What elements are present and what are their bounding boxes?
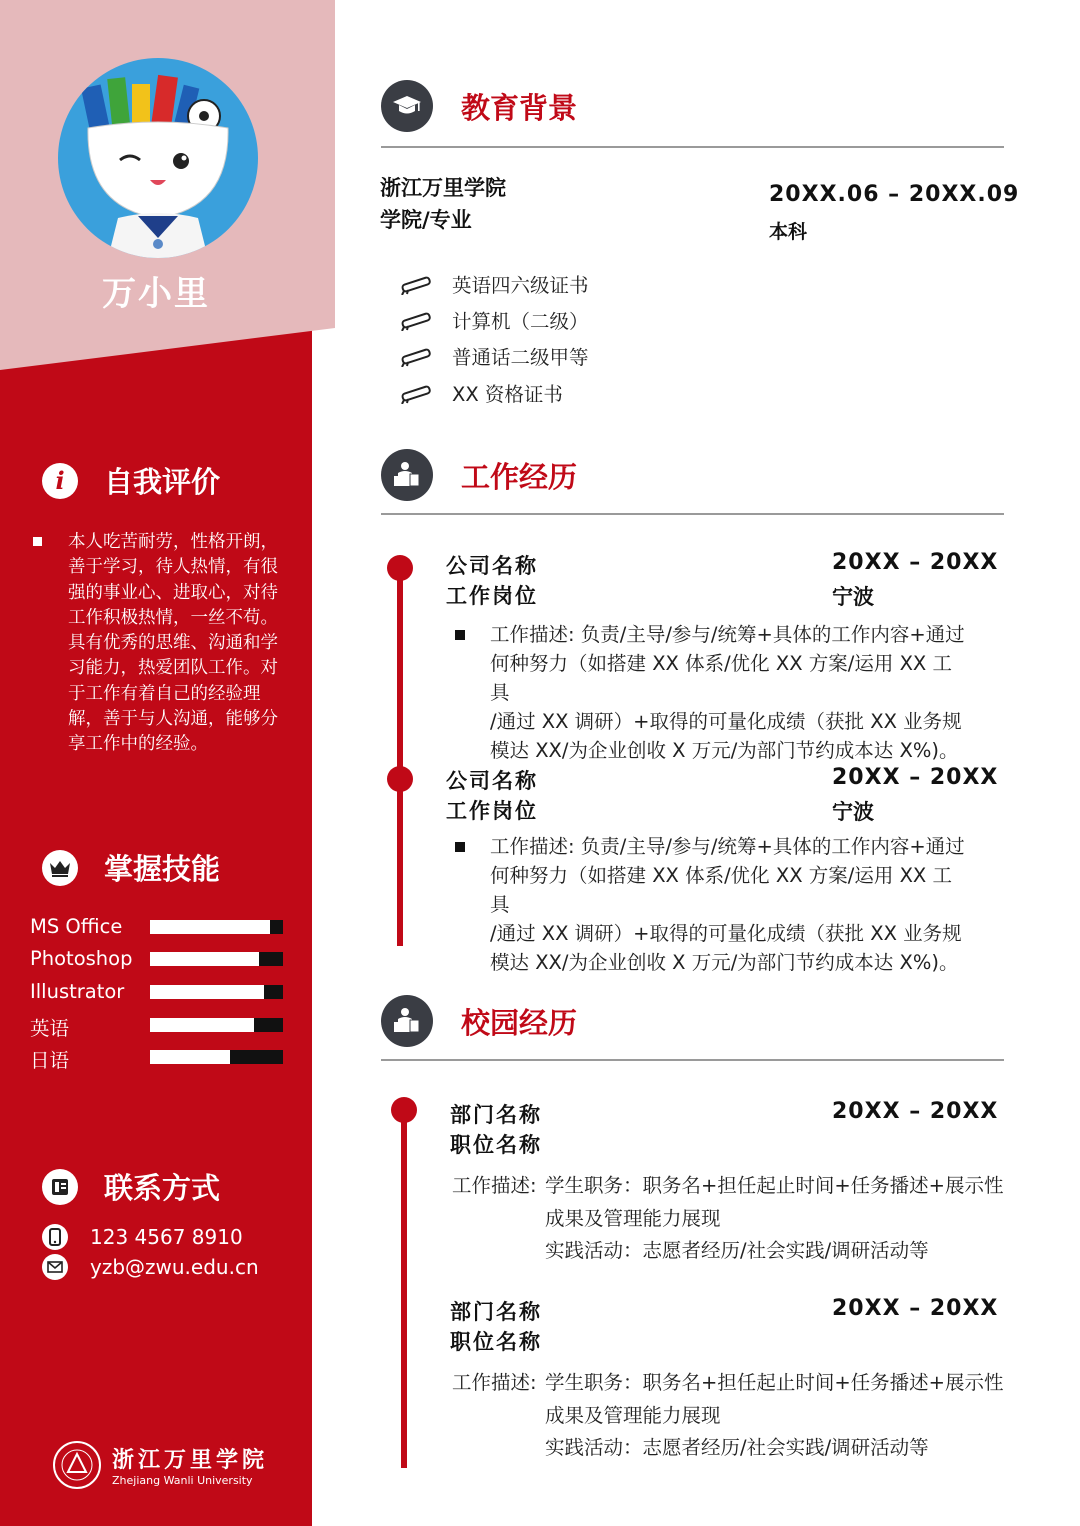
desc-line: 模达 XX/为企业创收 X 万元/为部门节约成本达 X%)。 (490, 739, 959, 762)
diploma-icon (400, 273, 434, 295)
work-city: 宁波 (832, 585, 874, 609)
desc-line: 模达 XX/为企业创收 X 万元/为部门节约成本达 X%)。 (490, 951, 959, 974)
cert-item (400, 306, 589, 334)
worker-icon (381, 449, 433, 501)
crown-icon (42, 850, 78, 886)
contact-phone[interactable]: 123 4567 8910 (90, 1225, 243, 1249)
campus-label: 工作描述: (452, 1371, 537, 1394)
contact-title: 联系方式 (104, 1171, 221, 1205)
campus-line: 成果及管理能力展现 (545, 1207, 721, 1230)
cert-label: 普通话二级甲等 (452, 346, 589, 369)
skill-bar (150, 920, 283, 934)
contact-card-icon (42, 1169, 78, 1205)
skill-label: Illustrator (30, 980, 125, 1003)
campus-line: 成果及管理能力展现 (545, 1404, 721, 1427)
divider (381, 146, 1004, 148)
desc-line: /通过 XX 调研）+取得的可量化成绩（获批 XX 业务规 (490, 922, 962, 945)
cert-label: 计算机（二级） (452, 310, 589, 333)
logo-cn: 浙江万里学院 (112, 1447, 269, 1473)
campus-line: 学生职务：职务名+担任起止时间+任务播述+展示性 (545, 1371, 1004, 1394)
cert-item (400, 342, 589, 370)
contact-heading (42, 1166, 220, 1207)
phone-icon (42, 1224, 68, 1250)
skill-bar-fill (150, 985, 264, 999)
dept-name: 部门名称 (450, 1300, 542, 1324)
skill-bar (150, 1050, 283, 1064)
dept-name: 部门名称 (450, 1103, 542, 1127)
desc-line: 何种努力（如搭建 XX 体系/优化 XX 方案/运用 XX 工具 (490, 864, 952, 916)
school-name: 浙江万里学院 (380, 176, 506, 200)
contact-phone-row (42, 1224, 243, 1250)
cert-label: 英语四六级证书 (452, 274, 589, 297)
work-title: 工作经历 (461, 459, 578, 494)
diploma-icon (400, 382, 434, 404)
profile-name: 万小里 (102, 274, 210, 314)
campus-heading (381, 995, 577, 1047)
contact-email[interactable]: yzb@zwu.edu.cn (90, 1255, 259, 1279)
timeline-line (397, 568, 403, 946)
campus-dates: 20XX – 20XX (832, 1099, 999, 1124)
skill-label: 日语 (30, 1049, 70, 1072)
self-eval-text: 本人吃苦耐劳，性格开朗，善于学习，待人热情，有很强的事业心、进取心，对待工作积极热情，一丝不苟。具有优秀的思维、沟通和学习能力，热爱团队工作。对于工作有着自己的经验理解，善于与人沟通，能够分享工作中的经验。 (68, 532, 278, 755)
work-dates: 20XX – 20XX (832, 765, 999, 790)
work-heading (381, 449, 577, 501)
campus-position: 职位名称 (450, 1330, 542, 1354)
work-description (490, 620, 970, 765)
campus-line: 实践活动：志愿者经历/社会实践/调研活动等 (545, 1436, 929, 1459)
school-major: 学院/专业 (380, 208, 472, 232)
self-eval-heading (42, 460, 220, 501)
logo-en: Zhejiang Wanli University (112, 1474, 253, 1487)
self-eval-title: 自我评价 (104, 465, 221, 499)
job-position: 工作岗位 (446, 584, 538, 608)
cert-item (400, 379, 563, 407)
diploma-icon (400, 345, 434, 367)
skill-label: 英语 (30, 1017, 70, 1040)
timeline-dot (387, 555, 413, 581)
skill-bar-fill (150, 1018, 254, 1032)
skill-label: Photoshop (30, 947, 133, 970)
info-icon: i (42, 463, 78, 499)
job-position: 工作岗位 (446, 799, 538, 823)
skill-bar (150, 952, 283, 966)
timeline-dot (391, 1097, 417, 1123)
divider (381, 513, 1004, 515)
education-dates: 20XX.06 – 20XX.09 (769, 182, 1020, 207)
avatar (58, 58, 258, 258)
skills-title: 掌握技能 (104, 852, 221, 886)
desc-line: 工作描述: 负责/主导/参与/统筹+具体的工作内容+通过 (490, 835, 965, 858)
skill-label: MS Office (30, 915, 123, 938)
campus-label: 工作描述: (452, 1174, 537, 1197)
desc-line: 何种努力（如搭建 XX 体系/优化 XX 方案/运用 XX 工具 (490, 652, 952, 704)
divider (381, 1059, 1004, 1061)
university-logo (52, 1440, 268, 1490)
skill-bar (150, 1018, 283, 1032)
campus-line: 实践活动：志愿者经历/社会实践/调研活动等 (545, 1239, 929, 1262)
desc-line: /通过 XX 调研）+取得的可量化成绩（获批 XX 业务规 (490, 710, 962, 733)
skills-heading (42, 847, 220, 888)
campus-line: 学生职务：职务名+担任起止时间+任务播述+展示性 (545, 1174, 1004, 1197)
bullet-icon (455, 842, 465, 852)
bullet-icon (455, 630, 465, 640)
work-city: 宁波 (832, 800, 874, 824)
cert-item (400, 270, 589, 298)
bullet-icon (33, 537, 42, 546)
worker-icon (381, 995, 433, 1047)
skill-bar-fill (150, 920, 270, 934)
campus-title: 校园经历 (461, 1005, 578, 1040)
campus-position: 职位名称 (450, 1133, 542, 1157)
work-dates: 20XX – 20XX (832, 550, 999, 575)
university-seal-icon (52, 1440, 102, 1490)
timeline-line (401, 1110, 407, 1468)
timeline-dot (387, 766, 413, 792)
graduation-cap-icon (381, 80, 433, 132)
campus-dates: 20XX – 20XX (832, 1296, 999, 1321)
skill-bar-fill (150, 952, 259, 966)
diploma-icon (400, 309, 434, 331)
skill-bar-fill (150, 1050, 230, 1064)
education-title: 教育背景 (461, 90, 578, 125)
skill-bar (150, 985, 283, 999)
education-degree: 本科 (769, 221, 808, 243)
company-name: 公司名称 (446, 769, 538, 793)
desc-line: 工作描述: 负责/主导/参与/统筹+具体的工作内容+通过 (490, 623, 965, 646)
contact-email-row (42, 1254, 259, 1280)
company-name: 公司名称 (446, 554, 538, 578)
education-heading (381, 80, 577, 132)
cert-label: XX 资格证书 (452, 383, 563, 406)
work-description (490, 832, 970, 977)
email-icon (42, 1254, 68, 1280)
mascot-illustration (58, 58, 258, 258)
